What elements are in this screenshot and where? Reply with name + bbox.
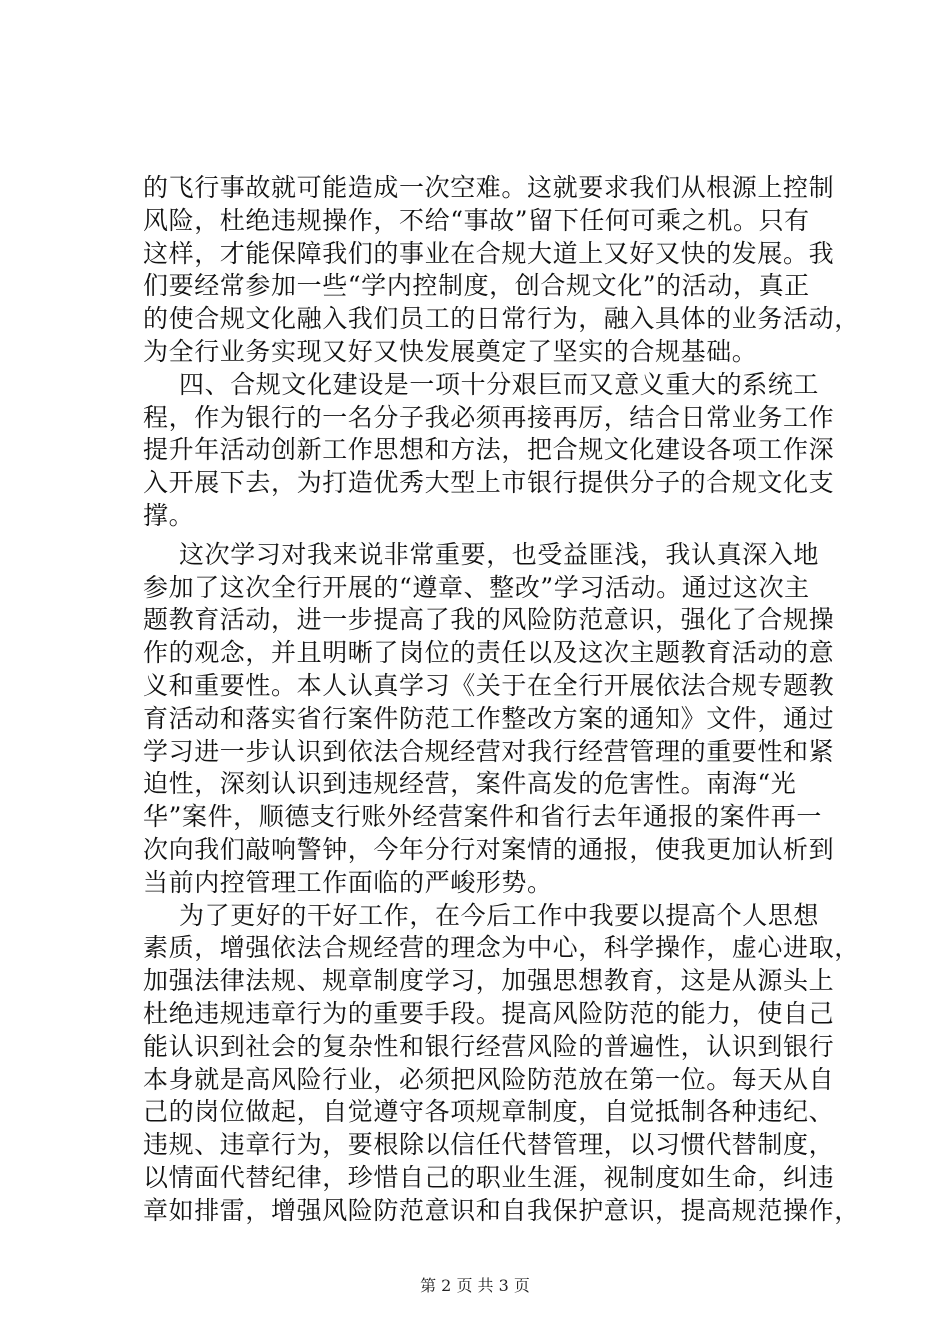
- text-line: 四、合规文化建设是一项十分艰巨而又意义重大的系统工: [179, 369, 820, 399]
- text-line: 这次学习对我来说非常重要，也受益匪浅，我认真深入地: [179, 539, 820, 569]
- text-line: 本身就是高风险行业，必须把风险防范放在第一位。每天从自: [143, 1064, 835, 1094]
- text-line: 风险，杜绝违规操作，不给“事故”留下任何可乘之机。只有: [143, 205, 810, 235]
- text-line: 为全行业务实现又好又快发展奠定了坚实的合规基础。: [143, 336, 758, 366]
- text-line: 为了更好的干好工作，在今后工作中我要以提高个人思想: [179, 900, 820, 930]
- paragraph-3: [143, 539, 833, 900]
- text-line: 的飞行事故就可能造成一次空难。这就要求我们从根源上控制: [143, 173, 835, 202]
- text-line: 加强法律法规、规章制度学习，加强思想教育，这是从源头上: [143, 966, 835, 996]
- text-line: 的使合规文化融入我们员工的日常行为，融入具体的业务活动，: [143, 304, 860, 334]
- text-line: 能认识到社会的复杂性和银行经营风险的普遍性，认识到银行: [143, 1031, 835, 1061]
- page-number-footer: 第 2 页 共 3 页: [420, 1276, 530, 1295]
- text-line: 华”案件，顺德支行账外经营案件和省行去年通报的案件再一: [143, 802, 822, 832]
- text-line: 学习进一步认识到依法合规经营对我行经营管理的重要性和紧: [143, 736, 835, 766]
- text-line: 参加了这次全行开展的“遵章、整改”学习活动。通过这次主: [143, 572, 810, 602]
- document-body: [143, 172, 860, 1228]
- text-line: 义和重要性。本人认真学习《关于在全行开展依法合规专题教: [143, 670, 835, 700]
- text-line: 作的观念，并且明晰了岗位的责任以及这次主题教育活动的意: [143, 638, 835, 668]
- text-line: 杜绝违规违章行为的重要手段。提高风险防范的能力，使自己: [143, 998, 835, 1028]
- text-line: 提升年活动创新工作思想和方法，把合规文化建设各项工作深: [143, 435, 835, 465]
- text-line: 章如排雷，增强风险防范意识和自我保护意识，提高规范操作，: [143, 1195, 860, 1225]
- text-line: 们要经常参加一些“学内控制度，创合规文化”的活动，真正: [143, 271, 810, 301]
- text-line: 题教育活动，进一步提高了我的风险防范意识，强化了合规操: [143, 605, 835, 635]
- text-line: 当前内控管理工作面临的严峻形势。: [143, 867, 553, 897]
- text-line: 素质，增强依法合规经营的理念为中心，科学操作，虚心进取，: [143, 933, 860, 963]
- text-line: 育活动和落实省行案件防范工作整改方案的通知》文件，通过: [143, 703, 835, 733]
- text-line: 这样，才能保障我们的事业在合规大道上又好又快的发展。我: [143, 238, 835, 268]
- text-line: 入开展下去，为打造优秀大型上市银行提供分子的合规文化支: [143, 468, 835, 498]
- text-line: 违规、违章行为，要根除以信任代替管理，以习惯代替制度，: [143, 1130, 835, 1160]
- text-line: 程，作为银行的一名分子我必须再接再厉，结合日常业务工作: [143, 402, 835, 432]
- text-line: 次向我们敲响警钟，今年分行对案情的通报，使我更加认析到: [143, 834, 835, 864]
- text-line: 己的岗位做起，自觉遵守各项规章制度，自觉抵制各种违纪、: [143, 1097, 835, 1127]
- text-line: 以情面代替纪律，珍惜自己的职业生涯，视制度如生命，纠违: [143, 1162, 835, 1192]
- paragraph-2: [143, 369, 833, 533]
- paragraph-4: [143, 900, 860, 1228]
- text-line: 迫性，深刻认识到违规经营，案件高发的危害性。南海“光: [143, 769, 797, 799]
- text-line: 撑。: [143, 500, 195, 530]
- paragraph-1: [143, 172, 860, 369]
